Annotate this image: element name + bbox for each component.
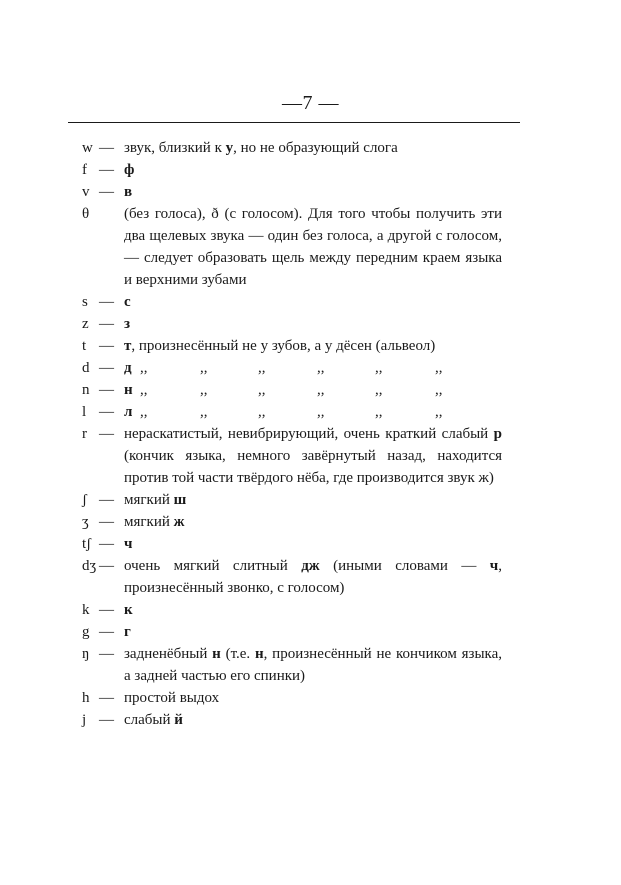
bold-letter: д [124,360,132,376]
ditto-mark: ,, [258,360,266,376]
phonetic-symbol: t [82,338,87,354]
text-segment: (иными словами — [319,558,490,574]
phonetic-symbol: j [82,712,87,728]
entry-row [82,423,502,489]
entry-dash: — [99,404,114,420]
bold-letter: к [124,602,133,618]
entry-description [124,137,502,159]
entry-row [82,401,502,423]
phonetic-symbol: dʒ [82,558,97,574]
entry-description [124,159,502,181]
entry-description [124,511,502,533]
ditto-mark: ,, [140,404,148,420]
text-segment: (без голоса), ð (с голосом). Для того чтобы получить эти два щелевых звука — один без голоса, а другой с голосом, — следует образовать щель между передним краем языка и верхними зубами [124,206,502,288]
entry-dash: — [99,140,114,156]
entry-dash: — [99,162,114,178]
bold-letter: ш [173,492,187,508]
phonetic-symbol: k [82,602,90,618]
entry-dash: — [99,294,114,310]
text-segment: мягкий [124,492,174,508]
phonetic-symbol: r [82,426,87,442]
entry-row [82,313,502,335]
ditto-mark: ,, [317,360,325,376]
entry-dash: — [99,360,114,376]
bold-letter: ч [124,536,133,552]
bold-letter: н [212,646,221,662]
entry-row [82,203,502,291]
entry-dash: — [99,646,114,662]
entry-row [82,533,502,555]
entry-row [82,489,502,511]
bold-letter: з [124,316,131,332]
ditto-mark: ,, [317,404,325,420]
entry-description [124,291,502,313]
phonetic-symbol: h [82,690,90,706]
entry-description [124,599,502,621]
entry-row [82,599,502,621]
ditto-mark: ,, [200,382,208,398]
ditto-mark: ,, [435,404,443,420]
bold-letter: ж [173,514,185,530]
entry-description [124,533,502,555]
bold-letter: й [174,712,183,728]
ditto-mark: ,, [435,382,443,398]
entry-dash: — [99,338,114,354]
ditto-mark: ,, [258,404,266,420]
entry-row [82,709,502,731]
text-segment: (кончик языка, немного завёрнутый назад, находится против той части твёрдого нёба, где производится звук ж) [124,448,502,486]
bold-letter: ч [489,558,499,574]
text-segment: (т.е. [220,646,255,662]
entry-description [124,203,502,291]
page-number: —7 — [282,92,339,114]
entry-description [124,401,502,423]
phonetic-symbol: ʒ [82,514,89,530]
phonetic-symbol: n [82,382,90,398]
ditto-mark: ,, [140,360,148,376]
entry-row [82,555,502,599]
text-segment: мягкий [124,514,174,530]
entry-row [82,379,502,401]
phonetic-symbol: θ [82,206,90,222]
entry-description [124,335,502,357]
entry-description [124,379,502,401]
bold-letter: дж [301,558,320,574]
entry-description [124,709,502,731]
bold-letter: ф [124,162,135,178]
entry-dash: — [99,382,114,398]
entry-row [82,357,502,379]
bold-letter: т [124,338,132,354]
ditto-mark: ,, [435,360,443,376]
ditto-mark: ,, [140,382,148,398]
entry-dash: — [99,690,114,706]
bold-letter: с [124,294,131,310]
phonetic-symbol: w [82,140,93,156]
entry-description [124,489,502,511]
text-segment: , произнесённый не у зубов, а у дёсен (альвеол) [131,338,436,354]
entry-description [124,313,502,335]
ditto-mark: ,, [375,404,383,420]
phonetic-symbol: tʃ [82,536,92,552]
entry-description [124,643,502,687]
phonetic-symbol: ʃ [82,492,87,508]
phonetic-symbol: ŋ [82,646,90,662]
entry-row [82,291,502,313]
entry-row [82,687,502,709]
ditto-mark: ,, [317,382,325,398]
ditto-mark: ,, [375,382,383,398]
entry-dash: — [99,316,114,332]
text-segment: , но не образующий слога [233,140,398,156]
entry-dash: — [99,558,114,574]
phonetic-symbol: z [82,316,89,332]
phonetic-symbol: f [82,162,87,178]
entry-dash: — [99,492,114,508]
phonetic-symbol: d [82,360,90,376]
phonetic-symbol: s [82,294,88,310]
entry-row [82,181,502,203]
entry-description [124,181,502,203]
text-segment: задненёбный [124,646,213,662]
ditto-mark: ,, [375,360,383,376]
bold-letter: н [254,646,264,662]
text-segment: звук, близкий к [124,140,226,156]
entry-dash: — [99,624,114,640]
bold-letter: у [225,140,234,156]
entry-dash: — [99,514,114,530]
ditto-mark: ,, [200,360,208,376]
text-segment: , произнесённый не кончиком языка, а задней частью его спинки) [124,646,502,684]
bold-letter: р [493,426,502,442]
entry-dash: — [99,602,114,618]
header-rule [68,122,520,123]
bold-letter: л [124,404,133,420]
phonetic-symbol: v [82,184,90,200]
bold-letter: н [124,382,133,398]
entry-row [82,159,502,181]
text-segment: слабый [124,712,175,728]
ditto-mark: ,, [258,382,266,398]
entry-description [124,621,502,643]
bold-letter: г [124,624,131,640]
entry-description [124,555,502,599]
phonetic-symbol: l [82,404,87,420]
entry-description [124,423,502,489]
text-segment: простой выдох [124,690,220,706]
entry-row [82,511,502,533]
phonetic-symbol: g [82,624,90,640]
entry-row [82,335,502,357]
entry-dash: — [99,184,114,200]
entry-dash: — [99,536,114,552]
entry-dash: — [99,426,114,442]
entry-row [82,137,502,159]
entry-description [124,687,502,709]
entry-row [82,621,502,643]
bold-letter: в [124,184,133,200]
entry-description [124,357,502,379]
ditto-mark: ,, [200,404,208,420]
phonetic-symbol-list [82,137,502,731]
entry-row [82,643,502,687]
text-segment: нераскатистый, невибрирующий, очень краткий слабый [124,426,494,442]
entry-dash: — [99,712,114,728]
text-segment: очень мягкий слитный [124,558,302,574]
text-segment: , произнесённый звонко, с голосом) [124,558,502,596]
